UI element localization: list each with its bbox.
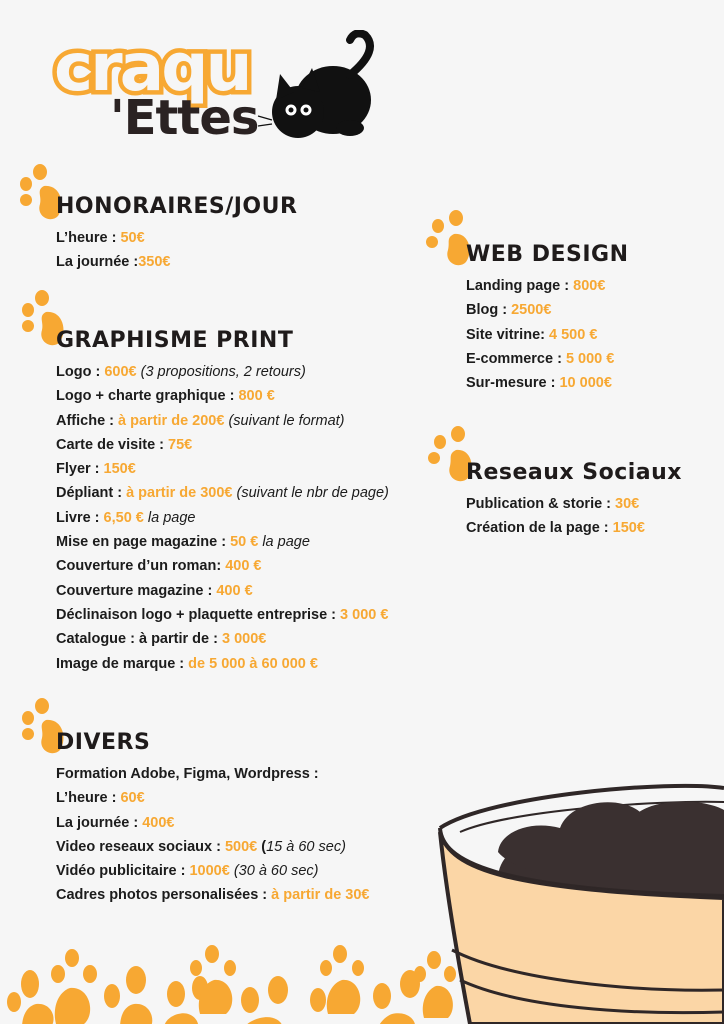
item-label: Logo :: [56, 364, 105, 380]
item-label: Blog :: [466, 302, 512, 319]
item-label: Mise en page magazine :: [56, 534, 231, 551]
item-price: 2500€: [511, 302, 552, 319]
item-price: 50€: [120, 230, 145, 246]
section-reseaux-sociaux: [466, 460, 682, 541]
item-label: Catalogue : à partir de :: [56, 631, 222, 648]
paw-icon: [241, 976, 288, 1024]
brand-logo: [50, 30, 380, 155]
price-line: [56, 762, 369, 786]
section-title: DIVERS: [56, 730, 151, 755]
item-label: Flyer :: [56, 461, 104, 478]
section-graphisme-print: [56, 328, 389, 676]
item-price: 400€: [142, 814, 175, 831]
item-price: 3 000€: [221, 631, 267, 648]
price-line: [56, 554, 389, 578]
price-line: [466, 274, 629, 298]
item-price: 400 €: [216, 582, 253, 599]
item-paren: (: [257, 838, 267, 855]
brand-logo-bottom: 'Ettes: [110, 90, 259, 146]
paw-icon: [7, 970, 54, 1024]
price-line: [56, 360, 389, 384]
price-line: [56, 627, 389, 651]
price-line: [56, 384, 389, 408]
brand-logo-top: craqu: [54, 30, 250, 106]
price-line: [56, 835, 369, 859]
price-line: [56, 433, 389, 457]
item-label: Video reseaux sociaux :: [56, 838, 225, 855]
item-note: (30 à 60 sec): [229, 863, 319, 880]
item-label: Vidéo publicitaire :: [56, 863, 190, 880]
item-note: (suivant le format): [224, 412, 345, 429]
price-line: [56, 883, 369, 907]
item-price: 600€: [104, 364, 137, 380]
item-price: 5 000 €: [565, 350, 615, 367]
price-line: [56, 786, 369, 810]
item-price: 800 €: [238, 388, 275, 405]
price-line: [56, 409, 389, 433]
item-price: 50 €: [230, 534, 259, 551]
item-note: (suivant le nbr de page): [232, 485, 389, 502]
item-label: Dépliant :: [56, 485, 127, 502]
item-price: 500€: [224, 838, 258, 855]
item-label: La journée :: [56, 814, 143, 831]
price-line: [56, 506, 389, 530]
section-title: HONORAIRES/JOUR: [56, 194, 298, 219]
item-price: 4 500 €: [549, 326, 598, 343]
item-label: E-commerce :: [466, 350, 566, 367]
item-price: 400 €: [225, 558, 262, 575]
section-title: GRAPHISME PRINT: [56, 328, 294, 353]
item-price: 150€: [612, 520, 645, 537]
item-price: à partir de 200€: [118, 412, 225, 429]
item-label: Publication & storie :: [466, 496, 616, 512]
item-note: (3 propositions, 2 retours): [136, 364, 306, 380]
price-line: [466, 371, 629, 395]
item-label: Formation Adobe, Figma, Wordpress :: [56, 766, 319, 782]
section-divers: [56, 730, 369, 908]
paw-icon: [310, 945, 364, 1014]
item-label: Image de marque :: [56, 655, 189, 672]
price-line: [56, 457, 389, 481]
paw-icon: [104, 966, 152, 1024]
item-label: Cadres photos personalisées :: [56, 887, 272, 904]
price-line: [466, 298, 629, 322]
item-label: La journée :: [56, 254, 139, 271]
price-line: [56, 530, 389, 554]
item-price: 10 000€: [559, 375, 612, 392]
item-label: Création de la page :: [466, 520, 613, 537]
price-line: [56, 603, 389, 627]
paw-icon: [51, 949, 97, 1024]
price-line: [466, 347, 629, 371]
item-label: Couverture d’un roman:: [56, 558, 226, 575]
item-price: 150€: [103, 461, 136, 478]
item-label: Déclinaison logo + plaquette entreprise :: [56, 606, 341, 623]
item-note: 15 à 60 sec): [266, 838, 346, 855]
section-honoraires: [56, 194, 297, 275]
paw-prints-border: [0, 944, 724, 1024]
section-web-design: [466, 242, 629, 395]
paw-icon: [414, 951, 456, 1018]
price-line: [466, 323, 629, 347]
price-line: [56, 579, 389, 603]
item-label: Site vitrine:: [466, 326, 549, 343]
item-price: 1000€: [189, 863, 230, 880]
price-line: [56, 250, 297, 274]
item-label: Sur-mesure :: [466, 375, 560, 392]
cat-mascot-icon: [258, 33, 371, 138]
item-price: 6,50 €: [103, 509, 144, 526]
item-price: 60€: [120, 790, 145, 807]
price-line: [56, 226, 297, 250]
item-label: Affiche :: [56, 412, 119, 429]
item-price: 75€: [168, 436, 193, 453]
item-label: Couverture magazine :: [56, 582, 217, 599]
price-line: [466, 516, 682, 540]
item-note: la page: [143, 509, 196, 526]
item-note: la page: [258, 534, 310, 551]
item-label: Livre :: [56, 509, 104, 526]
item-price: à partir de 300€: [126, 485, 233, 502]
item-label: L’heure :: [56, 790, 121, 807]
item-price: de 5 000 à 60 000 €: [188, 655, 318, 672]
item-price: à partir de 30€: [271, 887, 370, 904]
price-line: [56, 859, 369, 883]
price-line: [56, 481, 389, 505]
item-price: 800€: [573, 278, 606, 294]
paw-icon: [373, 970, 420, 1024]
price-line: [466, 492, 682, 516]
item-label: Logo + charte graphique :: [56, 388, 239, 405]
item-label: L’heure :: [56, 230, 121, 246]
item-label: Carte de visite :: [56, 436, 169, 453]
item-price: 3 000 €: [340, 606, 389, 623]
item-price: 30€: [615, 496, 640, 512]
item-label: Landing page :: [466, 278, 574, 294]
price-line: [56, 811, 369, 835]
price-line: [56, 652, 389, 676]
item-price: 350€: [138, 254, 171, 271]
section-title: WEB DESIGN: [466, 242, 629, 267]
section-title: Reseaux Sociaux: [466, 460, 682, 485]
